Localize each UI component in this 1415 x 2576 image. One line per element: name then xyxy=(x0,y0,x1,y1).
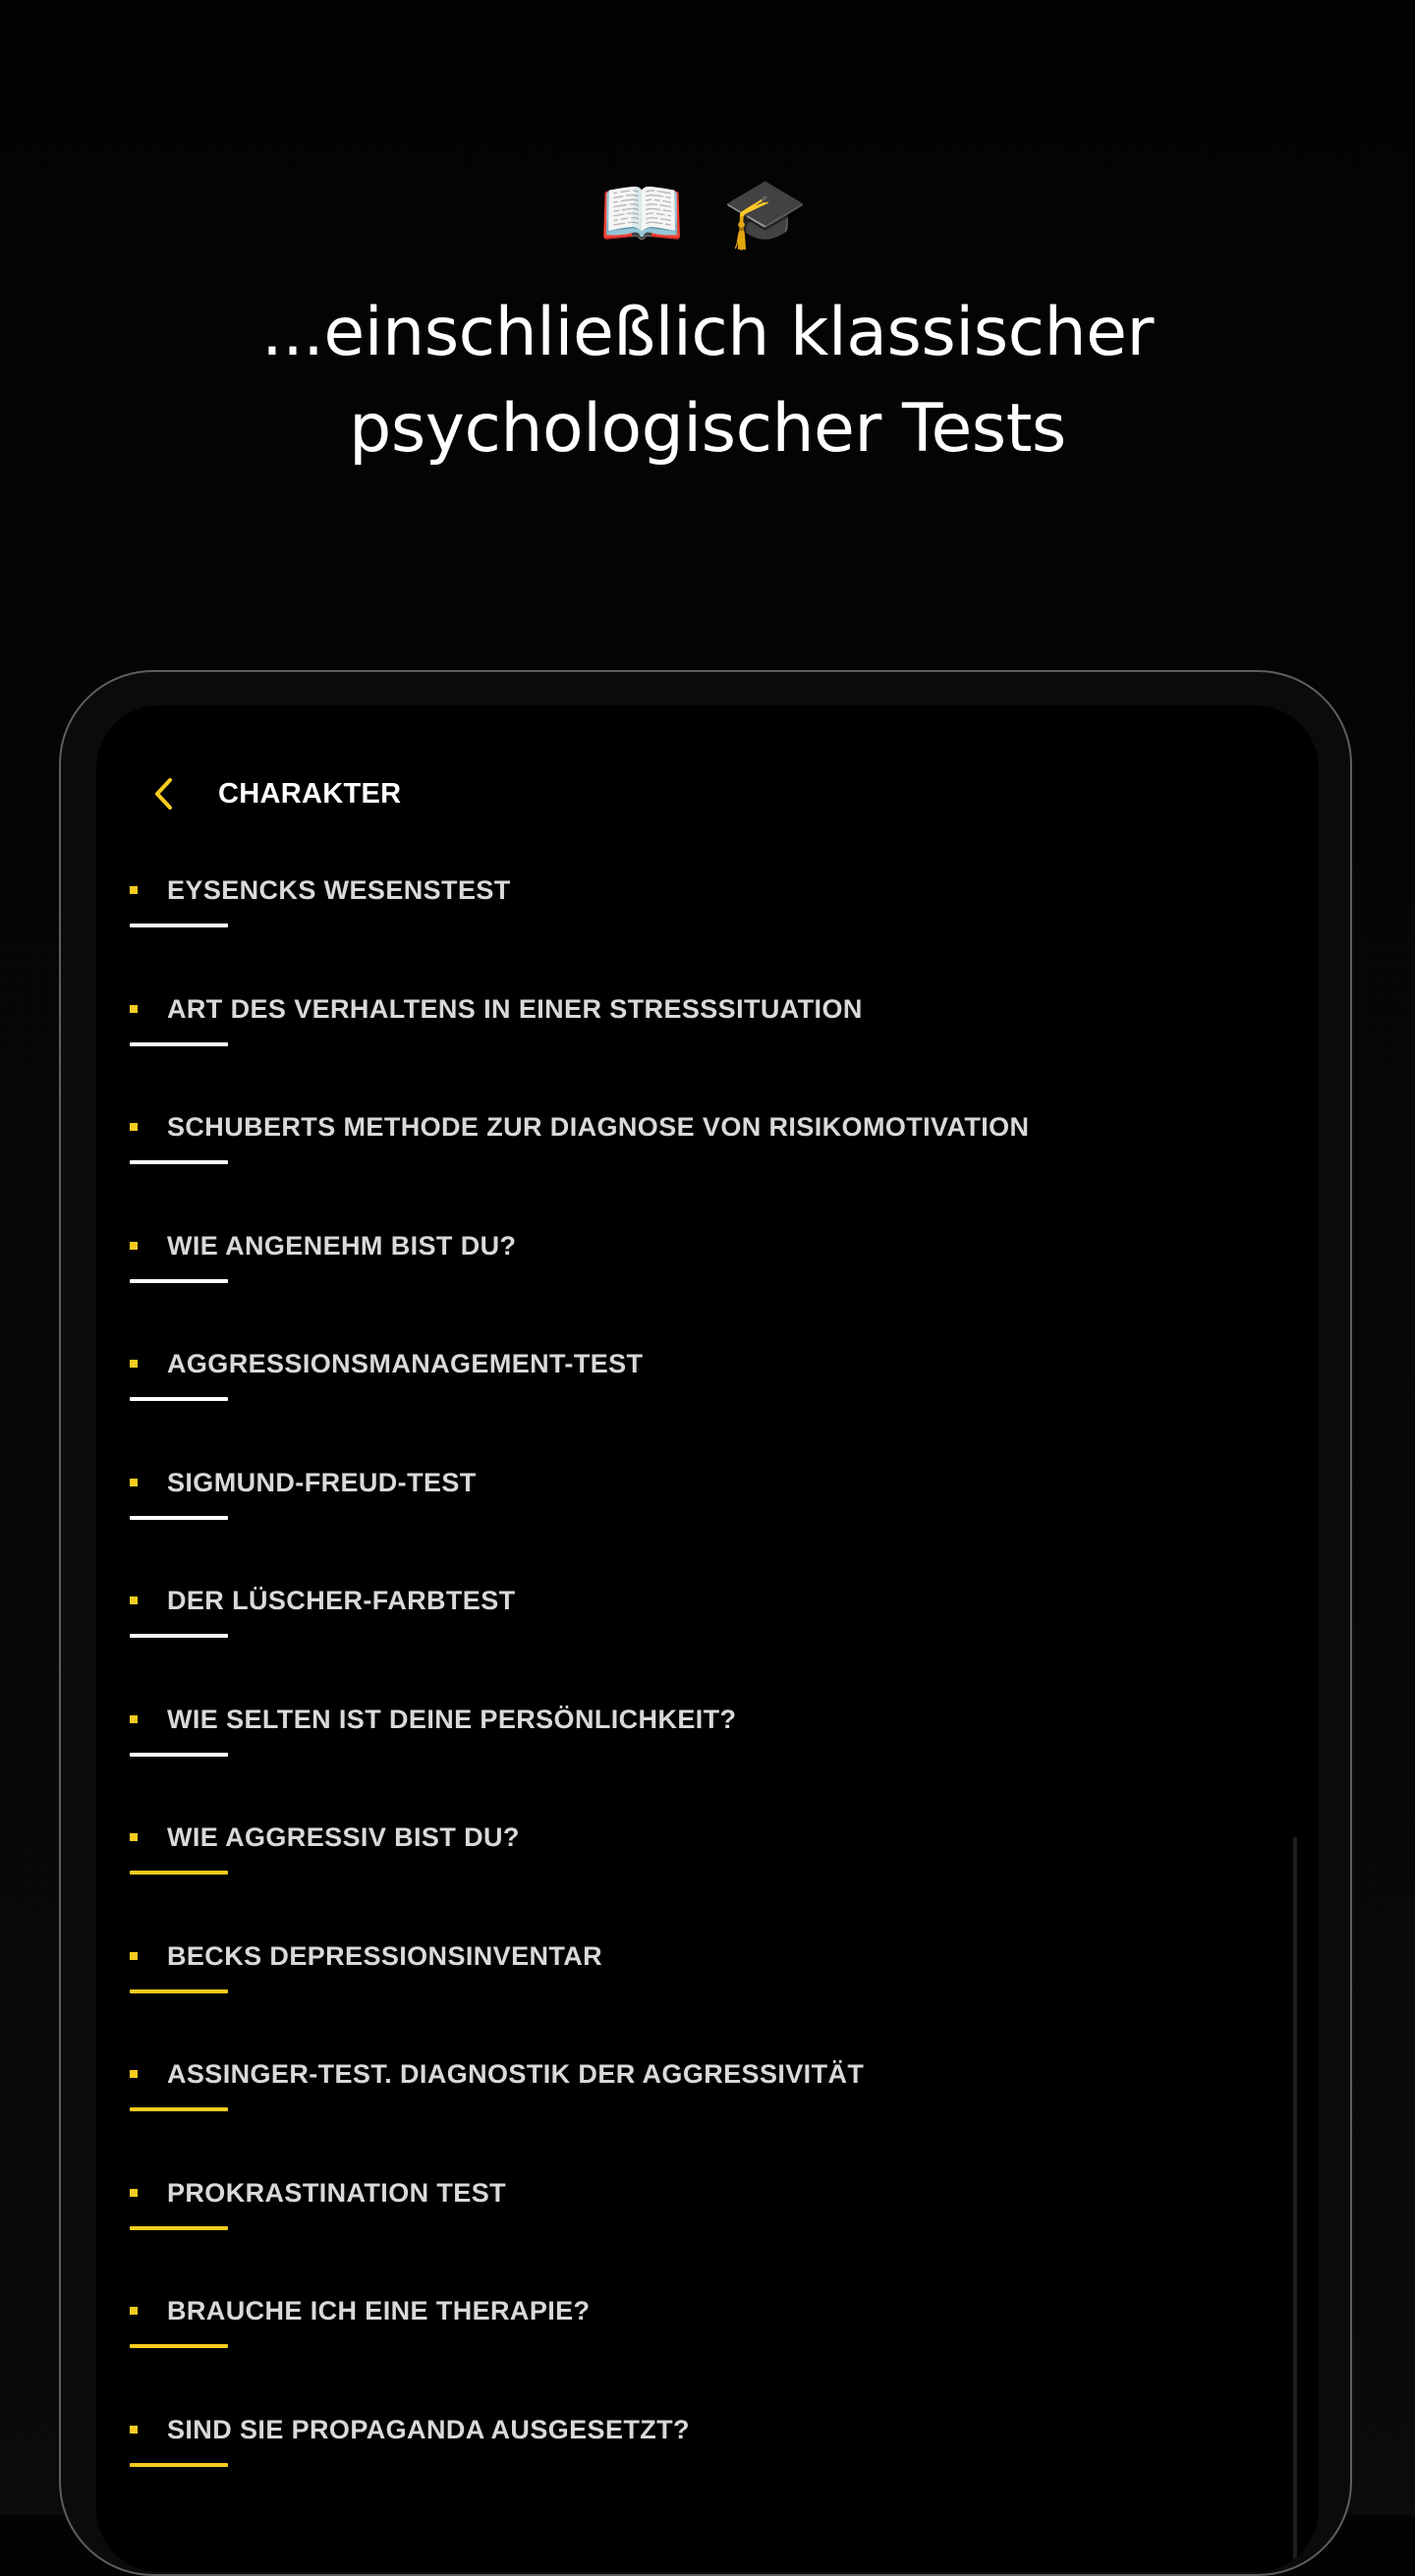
test-underline xyxy=(130,1042,228,1046)
test-list-item[interactable] xyxy=(96,2037,1319,2156)
bullet-marker xyxy=(130,1005,138,1013)
test-list-item[interactable] xyxy=(96,853,1319,972)
app-bar xyxy=(96,745,1319,843)
test-title: ART DES VERHALTENS IN EINER STRESSSITUATION xyxy=(167,993,863,1024)
graduation-cap-icon: 🎓 xyxy=(722,173,817,253)
test-title: WIE AGGRESSIV BIST DU? xyxy=(167,1822,520,1852)
test-list-item[interactable] xyxy=(96,1208,1319,1327)
test-title: SCHUBERTS METHODE ZUR DIAGNOSE VON RISIKOMOTIVATION xyxy=(167,1112,1030,1142)
back-button[interactable] xyxy=(136,766,191,821)
test-underline xyxy=(130,1397,228,1401)
bullet-marker xyxy=(130,1479,138,1486)
bullet-marker xyxy=(130,1123,138,1131)
scrollbar[interactable] xyxy=(1293,1837,1297,2572)
bullet-marker xyxy=(130,1360,138,1368)
tablet-frame xyxy=(59,670,1352,2576)
test-list-item[interactable] xyxy=(96,1326,1319,1445)
test-underline xyxy=(130,2463,228,2467)
test-list-item[interactable] xyxy=(96,1090,1319,1208)
test-underline xyxy=(130,1989,228,1993)
bullet-marker xyxy=(130,2426,138,2434)
test-title: SIND SIE PROPAGANDA AUSGESETZT? xyxy=(167,2414,690,2444)
headline-line-1: ...einschließlich klassischer xyxy=(261,294,1154,371)
test-title: SIGMUND-FREUD-TEST xyxy=(167,1467,477,1497)
test-underline xyxy=(130,924,228,927)
test-underline xyxy=(130,2344,228,2348)
test-list-item[interactable] xyxy=(96,1682,1319,1801)
bullet-marker xyxy=(130,1242,138,1250)
bullet-marker xyxy=(130,2070,138,2078)
test-title: WIE ANGENEHM BIST DU? xyxy=(167,1230,517,1260)
test-list-item[interactable] xyxy=(96,1919,1319,2038)
test-underline xyxy=(130,1634,228,1638)
test-list-item[interactable] xyxy=(96,2392,1319,2511)
bullet-marker xyxy=(130,886,138,894)
test-list-item[interactable] xyxy=(96,1563,1319,1682)
test-list-item[interactable] xyxy=(96,1800,1319,1919)
test-title: BRAUCHE ICH EINE THERAPIE? xyxy=(167,2296,591,2325)
app-screen xyxy=(96,705,1319,2572)
chevron-left-icon xyxy=(152,777,174,811)
test-list xyxy=(96,853,1319,2510)
emoji-row xyxy=(0,169,1415,257)
promo-headline xyxy=(118,285,1297,477)
test-title: BECKS DEPRESSIONSINVENTAR xyxy=(167,1940,603,1971)
test-underline xyxy=(130,1871,228,1875)
test-title: AGGRESSIONSMANAGEMENT-TEST xyxy=(167,1349,644,1378)
test-underline xyxy=(130,1753,228,1757)
test-title: ASSINGER-TEST. DIAGNOSTIK DER AGGRESSIVITÄT xyxy=(167,2059,865,2089)
promo-header xyxy=(0,0,1415,550)
test-underline xyxy=(130,1516,228,1520)
bullet-marker xyxy=(130,1952,138,1960)
test-list-item[interactable] xyxy=(96,972,1319,1091)
test-title: DER LÜSCHER-FARBTEST xyxy=(167,1586,516,1615)
bullet-marker xyxy=(130,1833,138,1841)
bullet-marker xyxy=(130,2307,138,2315)
test-underline xyxy=(130,2107,228,2111)
test-underline xyxy=(130,1160,228,1164)
open-book-icon: 📖 xyxy=(598,173,693,253)
test-list-item[interactable] xyxy=(96,2156,1319,2274)
test-list-item[interactable] xyxy=(96,2273,1319,2392)
test-underline xyxy=(130,2226,228,2230)
test-title: WIE SELTEN IST DEINE PERSÖNLICHKEIT? xyxy=(167,1704,737,1734)
test-list-item[interactable] xyxy=(96,1445,1319,1564)
screen-title: CHARAKTER xyxy=(218,778,402,810)
test-title: PROKRASTINATION TEST xyxy=(167,2177,506,2208)
test-underline xyxy=(130,1279,228,1283)
headline-line-2: psychologischer Tests xyxy=(349,390,1066,468)
bullet-marker xyxy=(130,1715,138,1723)
test-title: EYSENCKS WESENSTEST xyxy=(167,875,511,905)
bullet-marker xyxy=(130,2189,138,2197)
bullet-marker xyxy=(130,1596,138,1604)
